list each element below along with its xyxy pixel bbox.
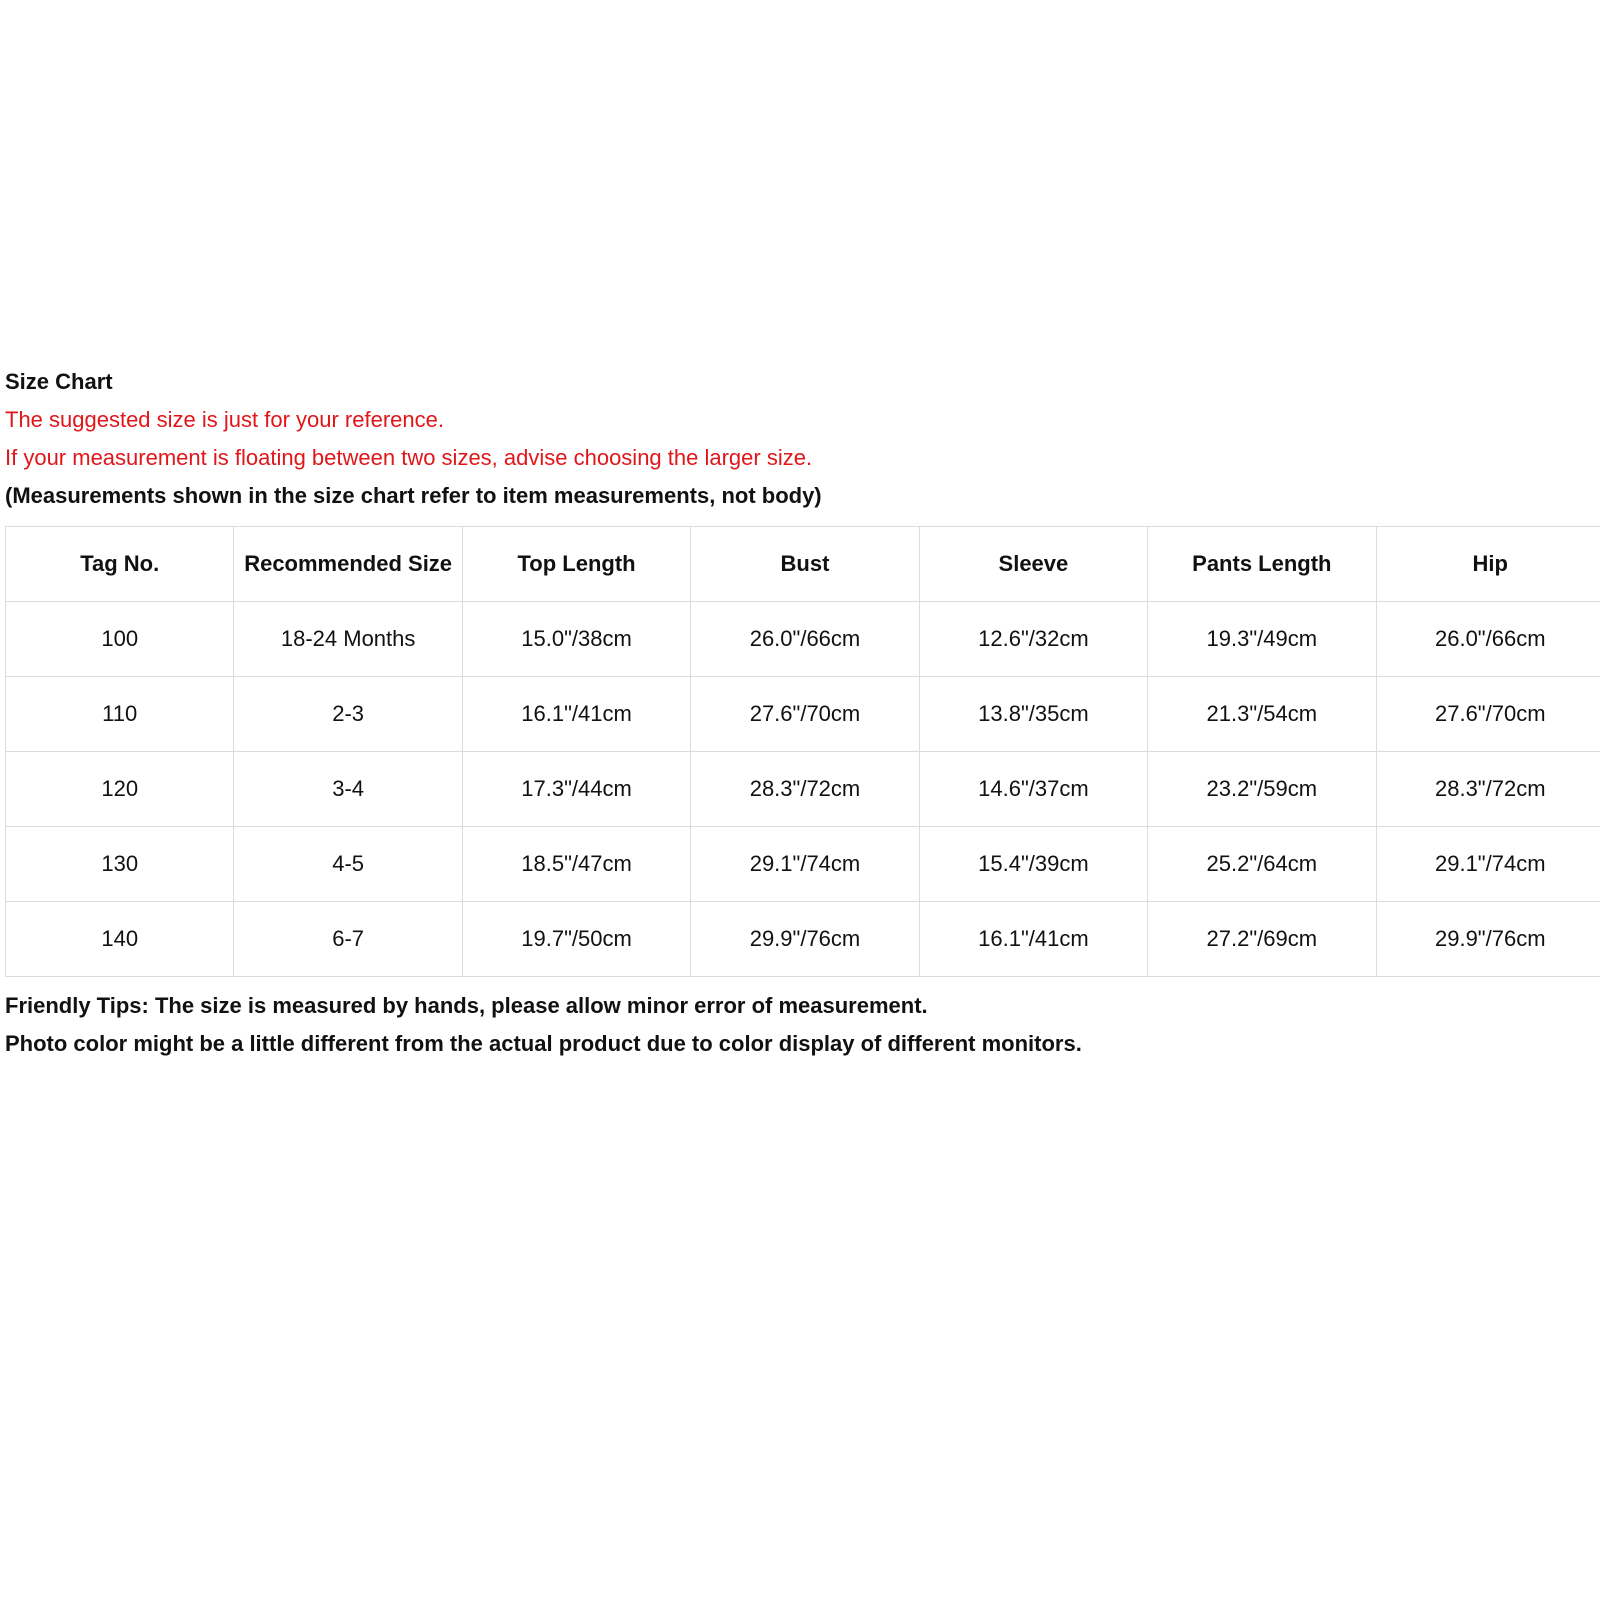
cell-top-length: 19.7"/50cm (462, 902, 690, 977)
table-header-row (6, 527, 1600, 602)
table-row (6, 677, 1600, 752)
larger-size-note: If your measurement is floating between two sizes, advise choosing the larger size. (5, 445, 813, 470)
cell-hip: 27.6"/70cm (1376, 677, 1600, 752)
page-title: Size Chart (5, 369, 113, 394)
table-row (6, 602, 1600, 677)
cell-bust: 28.3"/72cm (691, 752, 919, 827)
cell-sleeve: 12.6"/32cm (919, 602, 1147, 677)
cell-top-length: 18.5"/47cm (462, 827, 690, 902)
header-pants-length: Pants Length (1148, 527, 1376, 602)
cell-sleeve: 13.8"/35cm (919, 677, 1147, 752)
cell-tag-no: 120 (6, 752, 234, 827)
cell-bust: 29.9"/76cm (691, 902, 919, 977)
reference-note: The suggested size is just for your reference. (5, 407, 444, 432)
cell-bust: 26.0"/66cm (691, 602, 919, 677)
header-sleeve: Sleeve (919, 527, 1147, 602)
cell-recommended-size: 18-24 Months (234, 602, 462, 677)
table-row (6, 827, 1600, 902)
cell-tag-no: 140 (6, 902, 234, 977)
cell-pants-length: 19.3"/49cm (1148, 602, 1376, 677)
cell-bust: 29.1"/74cm (691, 827, 919, 902)
cell-tag-no: 110 (6, 677, 234, 752)
cell-top-length: 17.3"/44cm (462, 752, 690, 827)
cell-sleeve: 14.6"/37cm (919, 752, 1147, 827)
cell-pants-length: 27.2"/69cm (1148, 902, 1376, 977)
cell-hip: 29.9"/76cm (1376, 902, 1600, 977)
cell-top-length: 16.1"/41cm (462, 677, 690, 752)
cell-sleeve: 15.4"/39cm (919, 827, 1147, 902)
photo-color-note: Photo color might be a little different from the actual product due to color display of different monitors. (5, 1031, 1082, 1056)
header-recommended-size: Recommended Size (234, 527, 462, 602)
cell-sleeve: 16.1"/41cm (919, 902, 1147, 977)
cell-tag-no: 130 (6, 827, 234, 902)
table-row (6, 752, 1600, 827)
header-bust: Bust (691, 527, 919, 602)
header-hip: Hip (1376, 527, 1600, 602)
cell-hip: 26.0"/66cm (1376, 602, 1600, 677)
cell-pants-length: 25.2"/64cm (1148, 827, 1376, 902)
cell-recommended-size: 3-4 (234, 752, 462, 827)
header-top-length: Top Length (462, 527, 690, 602)
cell-recommended-size: 2-3 (234, 677, 462, 752)
table-row (6, 902, 1600, 977)
cell-pants-length: 23.2"/59cm (1148, 752, 1376, 827)
cell-recommended-size: 6-7 (234, 902, 462, 977)
measurement-note: (Measurements shown in the size chart refer to item measurements, not body) (5, 483, 822, 508)
size-table (5, 526, 1600, 977)
header-tag-no: Tag No. (6, 527, 234, 602)
friendly-tip: Friendly Tips: The size is measured by hands, please allow minor error of measurement. (5, 993, 928, 1018)
cell-hip: 29.1"/74cm (1376, 827, 1600, 902)
cell-hip: 28.3"/72cm (1376, 752, 1600, 827)
cell-bust: 27.6"/70cm (691, 677, 919, 752)
size-chart-content (5, 363, 1600, 1063)
cell-recommended-size: 4-5 (234, 827, 462, 902)
cell-top-length: 15.0"/38cm (462, 602, 690, 677)
cell-pants-length: 21.3"/54cm (1148, 677, 1376, 752)
cell-tag-no: 100 (6, 602, 234, 677)
